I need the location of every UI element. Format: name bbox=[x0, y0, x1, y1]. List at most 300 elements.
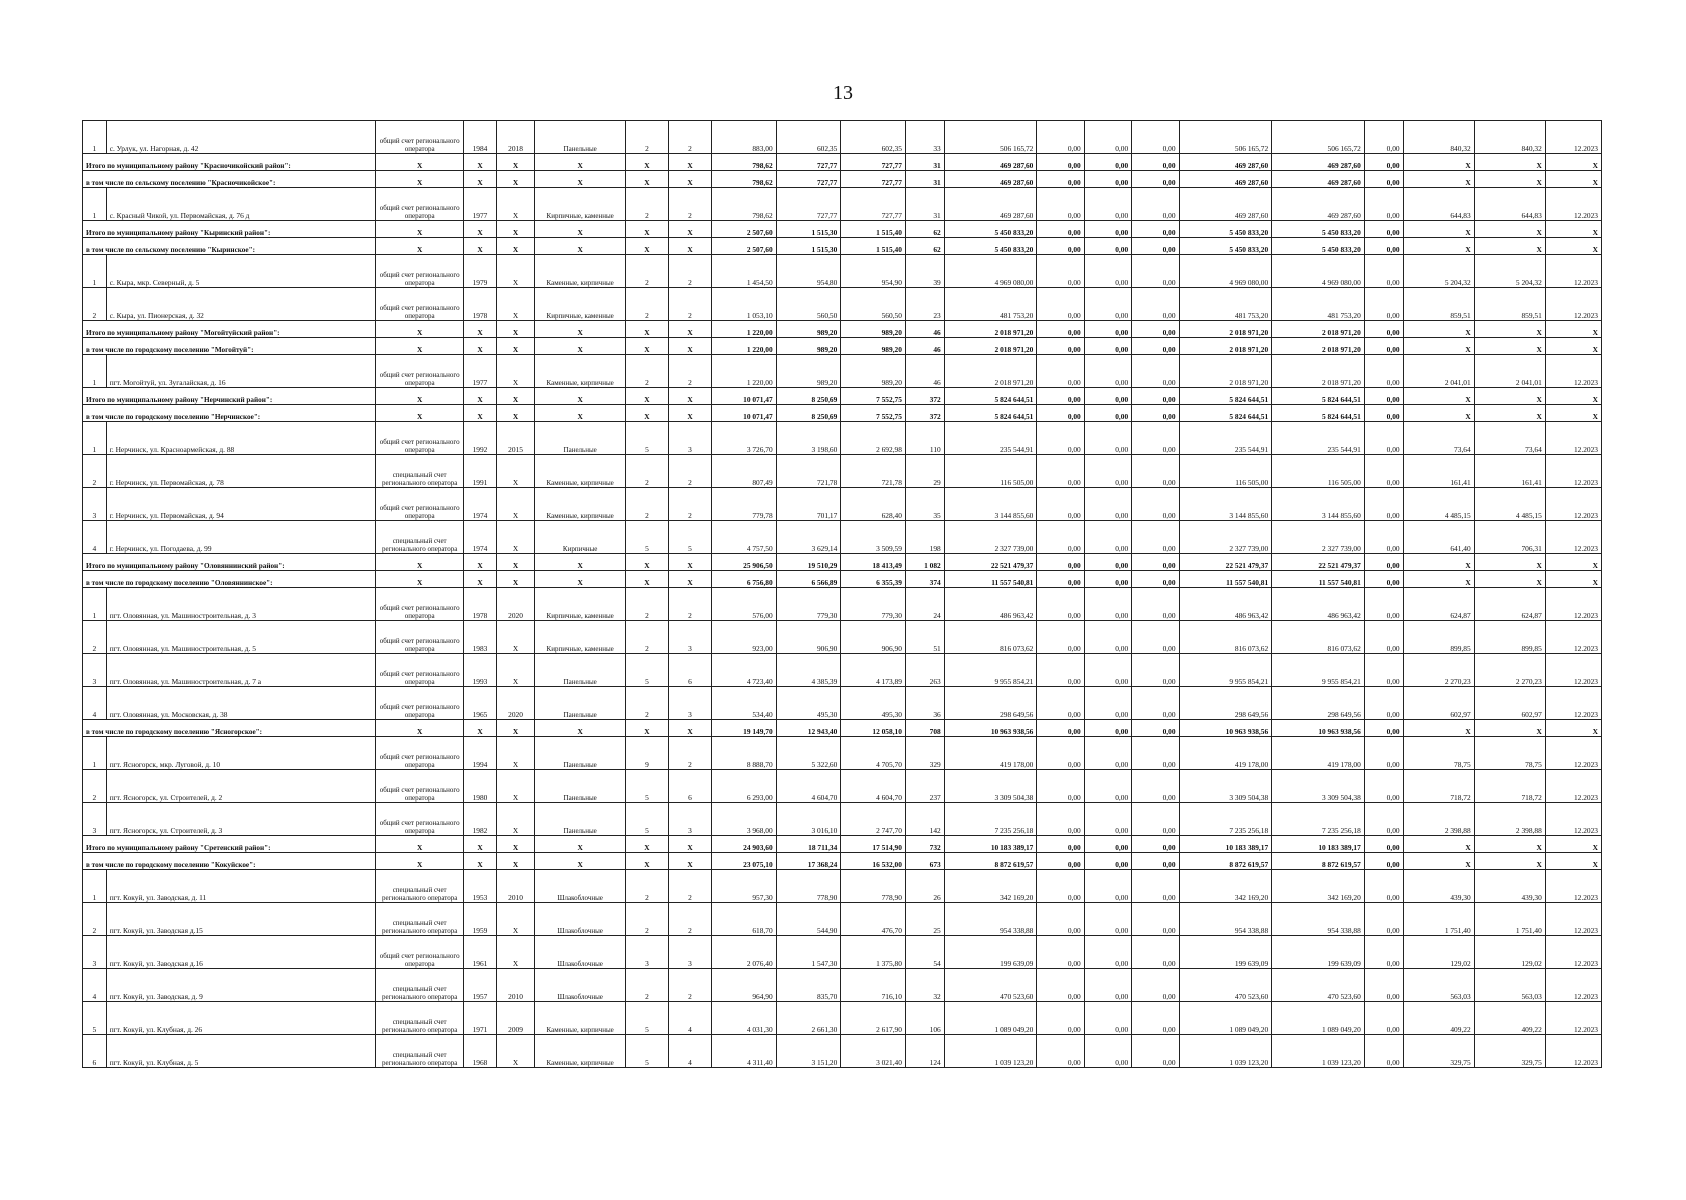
wall-material: Панельные bbox=[535, 121, 625, 154]
entrances: 2 bbox=[668, 288, 711, 321]
x-mark: X bbox=[668, 554, 711, 571]
house-address: пгт. Оловянная, ул. Машиностроительная, д. 7 а bbox=[106, 654, 375, 687]
value-o1: 486 963,42 bbox=[1179, 588, 1272, 621]
wall-material: Каменные, кирпичные bbox=[535, 1002, 625, 1035]
value-b3: 0,00 bbox=[1132, 221, 1179, 238]
x-mark: X bbox=[625, 853, 668, 870]
value-p1: X bbox=[1403, 321, 1474, 338]
row-number: 6 bbox=[83, 1035, 107, 1068]
value-a3: 2 692,98 bbox=[841, 422, 906, 455]
x-mark: X bbox=[535, 571, 625, 588]
value-b2: 0,00 bbox=[1084, 621, 1131, 654]
fund-method: специальный счет регионального оператора bbox=[376, 455, 464, 488]
row-number: 2 bbox=[83, 455, 107, 488]
value-s: 469 287,60 bbox=[944, 188, 1037, 221]
value-p2: 2 398,88 bbox=[1474, 803, 1545, 836]
value-a2: 989,20 bbox=[776, 321, 841, 338]
value-a1: 10 071,47 bbox=[712, 405, 777, 422]
value-o2: 470 523,60 bbox=[1272, 969, 1365, 1002]
value-o3: 0,00 bbox=[1364, 171, 1403, 188]
value-date: 12.2023 bbox=[1545, 121, 1601, 154]
value-a3: 4 705,70 bbox=[841, 737, 906, 770]
value-a3: 989,20 bbox=[841, 338, 906, 355]
value-p1: 641,40 bbox=[1403, 521, 1474, 554]
house-address: пгт. Оловянная, ул. Машиностроительная, д. 3 bbox=[106, 588, 375, 621]
value-a1: 798,62 bbox=[712, 154, 777, 171]
value-date: 12.2023 bbox=[1545, 803, 1601, 836]
value-date: 12.2023 bbox=[1545, 422, 1601, 455]
row-number: 2 bbox=[83, 770, 107, 803]
value-a3: 7 552,75 bbox=[841, 405, 906, 422]
value-o3: 0,00 bbox=[1364, 121, 1403, 154]
value-b3: 0,00 bbox=[1132, 853, 1179, 870]
wall-material: Каменные, кирпичные bbox=[535, 355, 625, 388]
value-a3: 7 552,75 bbox=[841, 388, 906, 405]
value-s: 1 089 049,20 bbox=[944, 1002, 1037, 1035]
fund-method: специальный счет регионального оператора bbox=[376, 969, 464, 1002]
house-address: г. Нерчинск, ул. Первомайская, д. 78 bbox=[106, 455, 375, 488]
x-mark: X bbox=[376, 154, 464, 171]
row-number: 1 bbox=[83, 422, 107, 455]
value-ppl: 46 bbox=[905, 355, 944, 388]
value-o2: 116 505,00 bbox=[1272, 455, 1365, 488]
floors: 2 bbox=[625, 870, 668, 903]
value-a2: 4 604,70 bbox=[776, 770, 841, 803]
value-b1: 0,00 bbox=[1037, 687, 1084, 720]
year-built: 1971 bbox=[464, 1002, 496, 1035]
value-s: 5 824 644,51 bbox=[944, 405, 1037, 422]
value-a2: 495,30 bbox=[776, 687, 841, 720]
fund-method: общий счет регионального оператора bbox=[376, 936, 464, 969]
floors: 5 bbox=[625, 1035, 668, 1068]
x-mark: X bbox=[464, 154, 496, 171]
value-a1: 923,00 bbox=[712, 621, 777, 654]
value-date: 12.2023 bbox=[1545, 255, 1601, 288]
total-row bbox=[83, 171, 1602, 188]
total-row bbox=[83, 720, 1602, 737]
house-row bbox=[83, 903, 1602, 936]
year-last-repair: 2018 bbox=[496, 121, 535, 154]
year-last-repair: X bbox=[496, 621, 535, 654]
year-last-repair: 2009 bbox=[496, 1002, 535, 1035]
year-built: 1978 bbox=[464, 288, 496, 321]
value-o1: 1 039 123,20 bbox=[1179, 1035, 1272, 1068]
value-o1: 11 557 540,81 bbox=[1179, 571, 1272, 588]
value-a2: 954,80 bbox=[776, 255, 841, 288]
value-o3: 0,00 bbox=[1364, 321, 1403, 338]
year-last-repair: 2010 bbox=[496, 969, 535, 1002]
x-mark: X bbox=[625, 238, 668, 255]
value-s: 816 073,62 bbox=[944, 621, 1037, 654]
fund-method: общий счет регионального оператора bbox=[376, 355, 464, 388]
year-last-repair: X bbox=[496, 1035, 535, 1068]
value-p2: X bbox=[1474, 554, 1545, 571]
total-label: в том числе по сельскому поселению "Красночикойское": bbox=[83, 171, 376, 188]
house-address: пгт. Ясногорск, ул. Строителей, д. 3 bbox=[106, 803, 375, 836]
value-ppl: 31 bbox=[905, 154, 944, 171]
value-b3: 0,00 bbox=[1132, 737, 1179, 770]
wall-material: Каменные, кирпичные bbox=[535, 488, 625, 521]
value-o3: 0,00 bbox=[1364, 488, 1403, 521]
value-o3: 0,00 bbox=[1364, 355, 1403, 388]
x-mark: X bbox=[625, 836, 668, 853]
value-date: X bbox=[1545, 338, 1601, 355]
value-o1: 2 327 739,00 bbox=[1179, 521, 1272, 554]
value-a1: 1 220,00 bbox=[712, 355, 777, 388]
value-a2: 1 515,30 bbox=[776, 238, 841, 255]
value-b2: 0,00 bbox=[1084, 654, 1131, 687]
x-mark: X bbox=[376, 338, 464, 355]
value-p2: 706,31 bbox=[1474, 521, 1545, 554]
x-mark: X bbox=[464, 720, 496, 737]
house-address: пгт. Кокуй, ул. Заводская д.16 bbox=[106, 936, 375, 969]
row-number: 4 bbox=[83, 969, 107, 1002]
value-a3: 476,70 bbox=[841, 903, 906, 936]
value-o1: 469 287,60 bbox=[1179, 154, 1272, 171]
value-b3: 0,00 bbox=[1132, 338, 1179, 355]
value-o3: 0,00 bbox=[1364, 554, 1403, 571]
value-b3: 0,00 bbox=[1132, 554, 1179, 571]
value-o1: 10 183 389,17 bbox=[1179, 836, 1272, 853]
wall-material: Панельные bbox=[535, 422, 625, 455]
value-a2: 8 250,69 bbox=[776, 405, 841, 422]
entrances: 3 bbox=[668, 621, 711, 654]
value-s: 954 338,88 bbox=[944, 903, 1037, 936]
value-o3: 0,00 bbox=[1364, 737, 1403, 770]
value-a2: 19 510,29 bbox=[776, 554, 841, 571]
value-a1: 23 075,10 bbox=[712, 853, 777, 870]
value-p1: 409,22 bbox=[1403, 1002, 1474, 1035]
year-built: 1994 bbox=[464, 737, 496, 770]
year-built: 1980 bbox=[464, 770, 496, 803]
value-p2: 840,32 bbox=[1474, 121, 1545, 154]
value-date: 12.2023 bbox=[1545, 288, 1601, 321]
row-number: 2 bbox=[83, 903, 107, 936]
value-b3: 0,00 bbox=[1132, 422, 1179, 455]
entrances: 6 bbox=[668, 770, 711, 803]
floors: 5 bbox=[625, 803, 668, 836]
x-mark: X bbox=[496, 338, 535, 355]
fund-method: специальный счет регионального оператора bbox=[376, 1035, 464, 1068]
value-p1: 73,64 bbox=[1403, 422, 1474, 455]
total-row bbox=[83, 405, 1602, 422]
entrances: 2 bbox=[668, 588, 711, 621]
fund-method: общий счет регионального оператора bbox=[376, 288, 464, 321]
fund-method: специальный счет регионального оператора bbox=[376, 903, 464, 936]
value-s: 481 753,20 bbox=[944, 288, 1037, 321]
value-b2: 0,00 bbox=[1084, 121, 1131, 154]
value-o2: 419 178,00 bbox=[1272, 737, 1365, 770]
value-o3: 0,00 bbox=[1364, 903, 1403, 936]
value-p1: 602,97 bbox=[1403, 687, 1474, 720]
year-last-repair: X bbox=[496, 936, 535, 969]
year-built: 1977 bbox=[464, 355, 496, 388]
x-mark: X bbox=[668, 321, 711, 338]
value-date: 12.2023 bbox=[1545, 1035, 1601, 1068]
value-p2: X bbox=[1474, 221, 1545, 238]
floors: 2 bbox=[625, 621, 668, 654]
value-s: 235 544,91 bbox=[944, 422, 1037, 455]
fund-method: специальный счет регионального оператора bbox=[376, 1002, 464, 1035]
value-p2: X bbox=[1474, 405, 1545, 422]
value-date: X bbox=[1545, 171, 1601, 188]
value-p1: 439,30 bbox=[1403, 870, 1474, 903]
house-row bbox=[83, 288, 1602, 321]
x-mark: X bbox=[668, 388, 711, 405]
entrances: 2 bbox=[668, 188, 711, 221]
wall-material: Панельные bbox=[535, 770, 625, 803]
total-row bbox=[83, 388, 1602, 405]
value-p1: 840,32 bbox=[1403, 121, 1474, 154]
house-row bbox=[83, 870, 1602, 903]
value-b3: 0,00 bbox=[1132, 154, 1179, 171]
value-b1: 0,00 bbox=[1037, 903, 1084, 936]
x-mark: X bbox=[496, 321, 535, 338]
x-mark: X bbox=[625, 171, 668, 188]
house-row bbox=[83, 737, 1602, 770]
value-b1: 0,00 bbox=[1037, 621, 1084, 654]
value-b3: 0,00 bbox=[1132, 969, 1179, 1002]
value-p2: 4 485,15 bbox=[1474, 488, 1545, 521]
value-ppl: 62 bbox=[905, 221, 944, 238]
value-o2: 816 073,62 bbox=[1272, 621, 1365, 654]
row-number: 1 bbox=[83, 355, 107, 388]
total-label: в том числе по городскому поселению "Оловяннинское": bbox=[83, 571, 376, 588]
value-date: X bbox=[1545, 571, 1601, 588]
row-number: 4 bbox=[83, 687, 107, 720]
value-o2: 5 450 833,20 bbox=[1272, 221, 1365, 238]
value-ppl: 329 bbox=[905, 737, 944, 770]
value-a3: 602,35 bbox=[841, 121, 906, 154]
row-number: 1 bbox=[83, 737, 107, 770]
value-b3: 0,00 bbox=[1132, 521, 1179, 554]
value-date: X bbox=[1545, 720, 1601, 737]
value-s: 5 824 644,51 bbox=[944, 388, 1037, 405]
house-row bbox=[83, 488, 1602, 521]
total-label: в том числе по городскому поселению "Могойтуй": bbox=[83, 338, 376, 355]
value-b2: 0,00 bbox=[1084, 1002, 1131, 1035]
value-p1: 2 398,88 bbox=[1403, 803, 1474, 836]
row-number: 1 bbox=[83, 255, 107, 288]
value-o2: 10 183 389,17 bbox=[1272, 836, 1365, 853]
x-mark: X bbox=[668, 571, 711, 588]
value-b3: 0,00 bbox=[1132, 1035, 1179, 1068]
value-b1: 0,00 bbox=[1037, 388, 1084, 405]
value-ppl: 46 bbox=[905, 321, 944, 338]
value-date: X bbox=[1545, 221, 1601, 238]
x-mark: X bbox=[376, 238, 464, 255]
value-p2: 624,87 bbox=[1474, 588, 1545, 621]
value-a2: 906,90 bbox=[776, 621, 841, 654]
value-s: 22 521 479,37 bbox=[944, 554, 1037, 571]
value-a3: 12 058,10 bbox=[841, 720, 906, 737]
value-b1: 0,00 bbox=[1037, 455, 1084, 488]
value-p1: 644,83 bbox=[1403, 188, 1474, 221]
total-row bbox=[83, 853, 1602, 870]
value-a1: 4 757,50 bbox=[712, 521, 777, 554]
value-date: 12.2023 bbox=[1545, 870, 1601, 903]
x-mark: X bbox=[376, 221, 464, 238]
entrances: 2 bbox=[668, 255, 711, 288]
value-p1: 2 041,01 bbox=[1403, 355, 1474, 388]
value-o1: 2 018 971,20 bbox=[1179, 338, 1272, 355]
value-a1: 798,62 bbox=[712, 171, 777, 188]
x-mark: X bbox=[464, 388, 496, 405]
wall-material: Каменные, кирпичные bbox=[535, 255, 625, 288]
value-b1: 0,00 bbox=[1037, 870, 1084, 903]
value-a3: 727,77 bbox=[841, 171, 906, 188]
value-b1: 0,00 bbox=[1037, 803, 1084, 836]
entrances: 2 bbox=[668, 488, 711, 521]
year-built: 1968 bbox=[464, 1035, 496, 1068]
year-last-repair: X bbox=[496, 770, 535, 803]
value-o3: 0,00 bbox=[1364, 238, 1403, 255]
value-p2: 563,03 bbox=[1474, 969, 1545, 1002]
x-mark: X bbox=[625, 554, 668, 571]
value-o1: 199 639,09 bbox=[1179, 936, 1272, 969]
house-row bbox=[83, 1035, 1602, 1068]
value-o2: 3 309 504,38 bbox=[1272, 770, 1365, 803]
value-b1: 0,00 bbox=[1037, 1035, 1084, 1068]
row-number: 1 bbox=[83, 870, 107, 903]
value-a1: 25 906,50 bbox=[712, 554, 777, 571]
total-label: в том числе по сельскому поселению "Кыринское": bbox=[83, 238, 376, 255]
year-last-repair: X bbox=[496, 288, 535, 321]
x-mark: X bbox=[625, 321, 668, 338]
value-b1: 0,00 bbox=[1037, 422, 1084, 455]
value-s: 2 018 971,20 bbox=[944, 355, 1037, 388]
total-label: в том числе по городскому поселению "Нерчинское": bbox=[83, 405, 376, 422]
value-b1: 0,00 bbox=[1037, 171, 1084, 188]
value-ppl: 46 bbox=[905, 338, 944, 355]
value-date: 12.2023 bbox=[1545, 521, 1601, 554]
wall-material: Панельные bbox=[535, 803, 625, 836]
value-b3: 0,00 bbox=[1132, 488, 1179, 521]
value-b2: 0,00 bbox=[1084, 853, 1131, 870]
value-a3: 16 532,00 bbox=[841, 853, 906, 870]
floors: 2 bbox=[625, 355, 668, 388]
value-b2: 0,00 bbox=[1084, 355, 1131, 388]
value-b1: 0,00 bbox=[1037, 588, 1084, 621]
value-a2: 5 322,60 bbox=[776, 737, 841, 770]
value-a2: 17 368,24 bbox=[776, 853, 841, 870]
value-p2: 73,64 bbox=[1474, 422, 1545, 455]
value-a1: 883,00 bbox=[712, 121, 777, 154]
value-p2: 329,75 bbox=[1474, 1035, 1545, 1068]
value-s: 10 183 389,17 bbox=[944, 836, 1037, 853]
house-address: с. Красный Чикой, ул. Первомайская, д. 76 д bbox=[106, 188, 375, 221]
value-a2: 12 943,40 bbox=[776, 720, 841, 737]
value-a2: 18 711,34 bbox=[776, 836, 841, 853]
value-a1: 6 756,80 bbox=[712, 571, 777, 588]
house-address: пгт. Оловянная, ул. Московская, д. 38 bbox=[106, 687, 375, 720]
value-date: 12.2023 bbox=[1545, 621, 1601, 654]
year-last-repair: 2010 bbox=[496, 870, 535, 903]
fund-method: общий счет регионального оператора bbox=[376, 121, 464, 154]
value-a3: 560,50 bbox=[841, 288, 906, 321]
value-b3: 0,00 bbox=[1132, 870, 1179, 903]
house-address: пгт. Ясногорск, мкр. Луговой, д. 10 bbox=[106, 737, 375, 770]
value-ppl: 673 bbox=[905, 853, 944, 870]
value-s: 298 649,56 bbox=[944, 687, 1037, 720]
value-o1: 8 872 619,57 bbox=[1179, 853, 1272, 870]
year-built: 1991 bbox=[464, 455, 496, 488]
value-o1: 1 089 049,20 bbox=[1179, 1002, 1272, 1035]
house-row bbox=[83, 687, 1602, 720]
entrances: 3 bbox=[668, 687, 711, 720]
entrances: 4 bbox=[668, 1035, 711, 1068]
x-mark: X bbox=[668, 720, 711, 737]
x-mark: X bbox=[668, 238, 711, 255]
value-s: 469 287,60 bbox=[944, 171, 1037, 188]
fund-method: общий счет регионального оператора bbox=[376, 422, 464, 455]
year-built: 1992 bbox=[464, 422, 496, 455]
value-b3: 0,00 bbox=[1132, 803, 1179, 836]
value-b1: 0,00 bbox=[1037, 121, 1084, 154]
x-mark: X bbox=[625, 571, 668, 588]
row-number: 5 bbox=[83, 1002, 107, 1035]
year-last-repair: X bbox=[496, 355, 535, 388]
value-o3: 0,00 bbox=[1364, 853, 1403, 870]
value-p2: X bbox=[1474, 338, 1545, 355]
value-a2: 1 547,30 bbox=[776, 936, 841, 969]
value-s: 486 963,42 bbox=[944, 588, 1037, 621]
value-a2: 602,35 bbox=[776, 121, 841, 154]
x-mark: X bbox=[625, 338, 668, 355]
value-b2: 0,00 bbox=[1084, 422, 1131, 455]
value-a2: 6 566,89 bbox=[776, 571, 841, 588]
value-b1: 0,00 bbox=[1037, 720, 1084, 737]
value-a2: 3 016,10 bbox=[776, 803, 841, 836]
value-ppl: 110 bbox=[905, 422, 944, 455]
wall-material: Кирпичные bbox=[535, 521, 625, 554]
total-label: Итого по муниципальному району "Оловяннинский район": bbox=[83, 554, 376, 571]
x-mark: X bbox=[496, 154, 535, 171]
value-o1: 5 450 833,20 bbox=[1179, 238, 1272, 255]
value-date: 12.2023 bbox=[1545, 488, 1601, 521]
x-mark: X bbox=[535, 405, 625, 422]
x-mark: X bbox=[625, 154, 668, 171]
value-p2: 718,72 bbox=[1474, 770, 1545, 803]
fund-method: специальный счет регионального оператора bbox=[376, 521, 464, 554]
value-ppl: 31 bbox=[905, 188, 944, 221]
value-s: 4 969 080,00 bbox=[944, 255, 1037, 288]
value-a3: 716,10 bbox=[841, 969, 906, 1002]
year-last-repair: 2015 bbox=[496, 422, 535, 455]
value-date: 12.2023 bbox=[1545, 770, 1601, 803]
value-b3: 0,00 bbox=[1132, 621, 1179, 654]
value-ppl: 198 bbox=[905, 521, 944, 554]
value-a1: 3 726,70 bbox=[712, 422, 777, 455]
value-p1: 129,02 bbox=[1403, 936, 1474, 969]
value-a2: 3 629,14 bbox=[776, 521, 841, 554]
value-o1: 3 144 855,60 bbox=[1179, 488, 1272, 521]
value-s: 469 287,60 bbox=[944, 154, 1037, 171]
x-mark: X bbox=[668, 221, 711, 238]
value-date: X bbox=[1545, 853, 1601, 870]
x-mark: X bbox=[376, 720, 464, 737]
value-date: X bbox=[1545, 836, 1601, 853]
value-o3: 0,00 bbox=[1364, 836, 1403, 853]
house-row bbox=[83, 936, 1602, 969]
value-b1: 0,00 bbox=[1037, 836, 1084, 853]
value-o3: 0,00 bbox=[1364, 521, 1403, 554]
row-number: 2 bbox=[83, 288, 107, 321]
row-number: 1 bbox=[83, 121, 107, 154]
x-mark: X bbox=[668, 171, 711, 188]
x-mark: X bbox=[535, 221, 625, 238]
x-mark: X bbox=[376, 321, 464, 338]
